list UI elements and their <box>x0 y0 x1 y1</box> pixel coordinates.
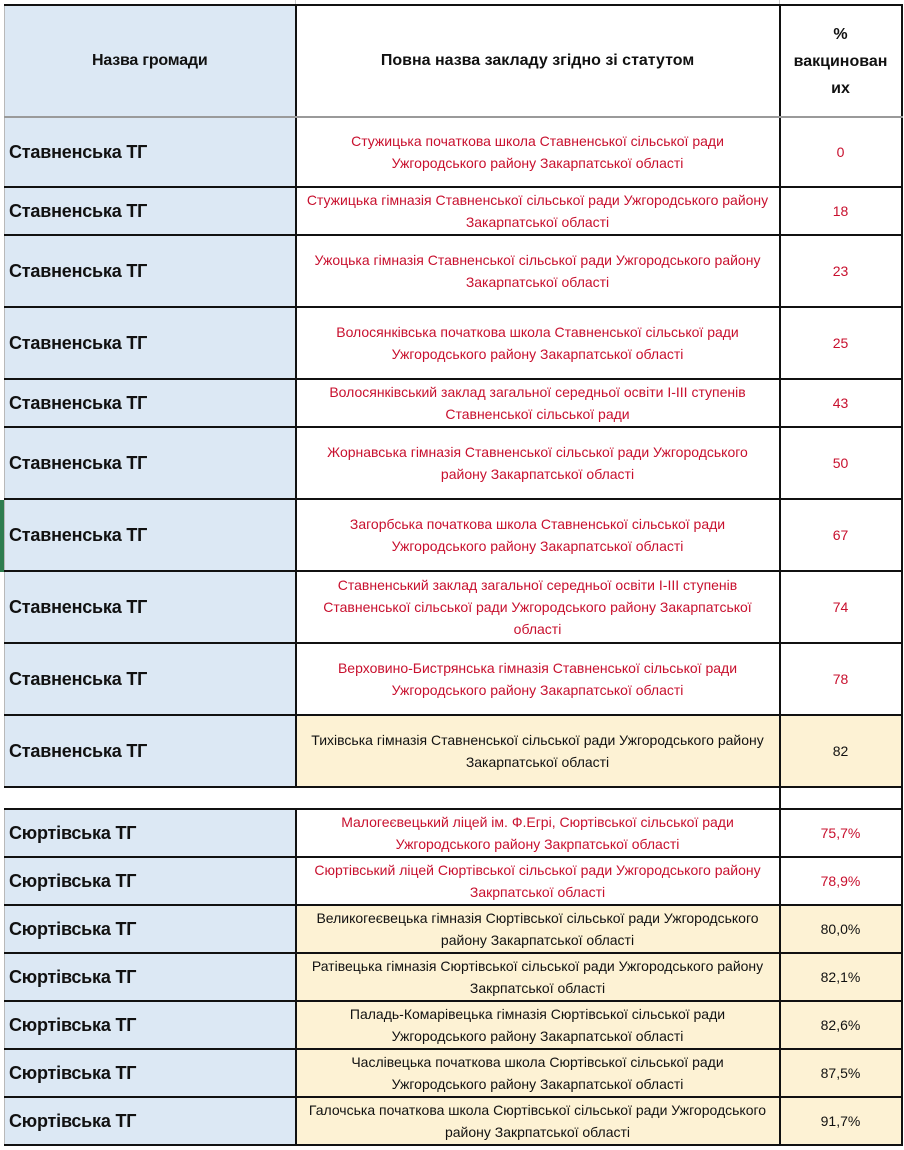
table-row <box>5 117 902 187</box>
institution-cell[interactable]: Галочська початкова школа Сюртівської сільської ради Ужгородського району Закрпатської області <box>296 1097 780 1145</box>
percent-cell[interactable]: 87,5% <box>780 1049 902 1097</box>
percent-cell[interactable]: 80,0% <box>780 905 902 953</box>
percent-cell[interactable]: 91,7% <box>780 1097 902 1145</box>
percent-cell[interactable]: 18 <box>780 187 902 235</box>
institution-cell[interactable]: Паладь-Комарівецька гімназія Сюртівської сільської ради Ужгородського району Закарпатської області <box>296 1001 780 1049</box>
percent-cell[interactable]: 0 <box>780 117 902 187</box>
header-institution[interactable]: Повна назва закладу згідно зі статутом <box>296 5 780 117</box>
percent-cell[interactable]: 82 <box>780 715 902 787</box>
community-cell[interactable]: Ставненська ТГ <box>5 187 296 235</box>
institution-cell[interactable]: Сюртівський ліцей Сюртівської сільської ради Ужгородського району Закрпатської області <box>296 857 780 905</box>
percent-cell[interactable]: 74 <box>780 571 902 643</box>
empty-cell[interactable] <box>780 787 902 809</box>
institution-cell[interactable]: Стужицька гімназія Ставненської сільської ради Ужгородського району Закарпатської області <box>296 187 780 235</box>
institution-cell[interactable]: Часлівецька початкова школа Сюртівської сільської ради Ужгородського району Закарпатської області <box>296 1049 780 1097</box>
community-cell[interactable]: Сюртівська ТГ <box>5 857 296 905</box>
percent-cell[interactable]: 23 <box>780 235 902 307</box>
table-row <box>5 1097 902 1145</box>
table-row <box>5 235 902 307</box>
community-cell[interactable]: Ставненська ТГ <box>5 427 296 499</box>
table-row <box>5 499 902 571</box>
table-row <box>5 1001 902 1049</box>
percent-cell[interactable]: 43 <box>780 379 902 427</box>
header-percent-line1: % <box>833 25 848 43</box>
percent-cell[interactable]: 82,1% <box>780 953 902 1001</box>
community-cell[interactable]: Сюртівська ТГ <box>5 1049 296 1097</box>
table-row <box>5 1049 902 1097</box>
community-cell[interactable]: Ставненська ТГ <box>5 379 296 427</box>
percent-cell[interactable]: 78 <box>780 643 902 715</box>
table-row <box>5 571 902 643</box>
table-row <box>5 643 902 715</box>
table-row <box>5 379 902 427</box>
vaccination-table-sheet <box>4 4 901 1146</box>
header-percent-line2: вакцинован <box>793 52 888 70</box>
institution-cell[interactable]: Загорбська початкова школа Ставненської сільської ради Ужгородського району Закарпатської області <box>296 499 780 571</box>
header-percent[interactable] <box>780 5 902 117</box>
community-cell[interactable]: Сюртівська ТГ <box>5 1097 296 1145</box>
header-row <box>5 5 902 117</box>
community-cell[interactable]: Ставненська ТГ <box>5 715 296 787</box>
community-cell[interactable]: Ставненська ТГ <box>5 235 296 307</box>
institution-cell[interactable]: Ставненський заклад загальної середньої освіти І-ІІІ ступенів Ставненської сільської ради Ужгородського району Закарпатської області <box>296 571 780 643</box>
percent-cell[interactable]: 25 <box>780 307 902 379</box>
institution-cell[interactable]: Тихівська гімназія Ставненської сільської ради Ужгородського району Закарпатської області <box>296 715 780 787</box>
community-cell[interactable]: Ставненська ТГ <box>5 499 296 571</box>
percent-cell[interactable]: 78,9% <box>780 857 902 905</box>
percent-cell[interactable]: 75,7% <box>780 809 902 857</box>
community-cell[interactable]: Ставненська ТГ <box>5 307 296 379</box>
institution-cell[interactable]: Жорнавська гімназія Ставненської сільської ради Ужгородського району Закарпатської області <box>296 427 780 499</box>
institution-cell[interactable]: Ужоцька гімназія Ставненської сільської ради Ужгородського району Закарпатської області <box>296 235 780 307</box>
percent-cell[interactable]: 50 <box>780 427 902 499</box>
table-row <box>5 307 902 379</box>
community-cell[interactable]: Сюртівська ТГ <box>5 905 296 953</box>
community-cell[interactable]: Ставненська ТГ <box>5 117 296 187</box>
empty-cell[interactable] <box>5 787 296 809</box>
table-row <box>5 953 902 1001</box>
community-cell[interactable]: Сюртівська ТГ <box>5 953 296 1001</box>
community-cell[interactable]: Сюртівська ТГ <box>5 1001 296 1049</box>
institution-cell[interactable]: Волосянківський заклад загальної середньої освіти І-ІІІ ступенів Ставненської сільської ради <box>296 379 780 427</box>
percent-cell[interactable]: 82,6% <box>780 1001 902 1049</box>
percent-cell[interactable]: 67 <box>780 499 902 571</box>
community-cell[interactable]: Ставненська ТГ <box>5 643 296 715</box>
vaccination-table <box>4 4 903 1146</box>
community-cell[interactable]: Сюртівська ТГ <box>5 809 296 857</box>
table-row <box>5 715 902 787</box>
community-cell[interactable]: Ставненська ТГ <box>5 571 296 643</box>
header-community[interactable]: Назва громади <box>5 5 296 117</box>
institution-cell[interactable]: Ратівецька гімназія Сюртівської сільської ради Ужгородського району Закрпатської області <box>296 953 780 1001</box>
table-row <box>5 905 902 953</box>
institution-cell[interactable]: Верховино-Бистрянська гімназія Ставненської сільської ради Ужгородського району Закарпатської області <box>296 643 780 715</box>
institution-cell[interactable]: Великогеєвецька гімназія Сюртівської сільської ради Ужгородського району Закарпатської області <box>296 905 780 953</box>
table-row <box>5 427 902 499</box>
table-row <box>5 857 902 905</box>
table-row <box>5 809 902 857</box>
institution-cell[interactable]: Волосянківська початкова школа Ставненської сільської ради Ужгородського району Закарпатської області <box>296 307 780 379</box>
header-percent-line3: их <box>831 79 850 97</box>
institution-cell[interactable]: Малогеєвецький ліцей ім. Ф.Егрі, Сюртівської сільської ради Ужгородського району Закрпатської області <box>296 809 780 857</box>
institution-cell[interactable]: Стужицька початкова школа Ставненської сільської ради Ужгородського району Закарпатської області <box>296 117 780 187</box>
empty-cell[interactable] <box>296 787 780 809</box>
table-row <box>5 187 902 235</box>
empty-separator-row <box>5 787 902 809</box>
